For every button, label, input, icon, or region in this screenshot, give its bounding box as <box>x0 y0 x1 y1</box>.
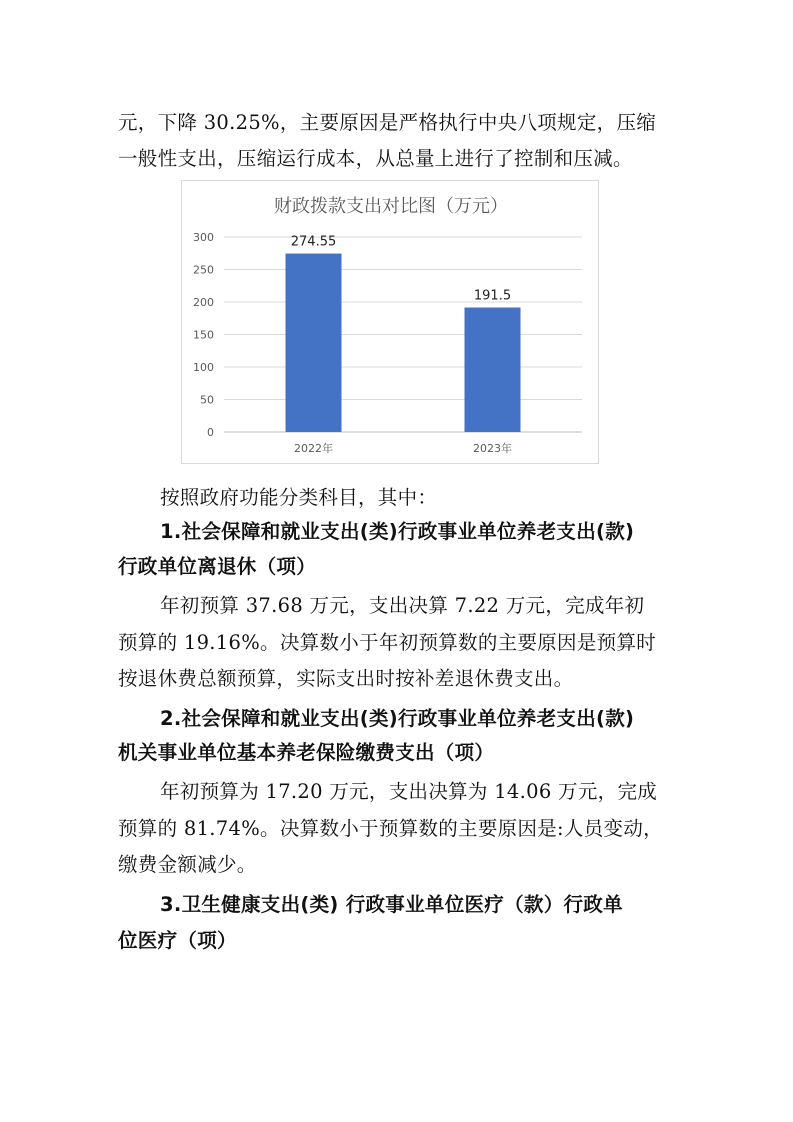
y-tick-label-300: 300 <box>193 231 214 244</box>
heading-3-line-2: 位医疗（项） <box>118 929 237 952</box>
bar-chart <box>181 180 599 464</box>
heading-2-line-2: 机关事业单位基本养老保险缴费支出（项） <box>118 741 495 764</box>
paragraph-4-line-3: 缴费金额减少。 <box>118 853 257 876</box>
heading-1-line-2: 行政单位离退休（项） <box>118 555 317 578</box>
heading-2-line-1: 2.社会保障和就业支出(类)行政事业单位养老支出(款) <box>160 707 635 730</box>
paragraph-3-line-2: 预算的 19.16%。决算数小于年初预算数的主要原因是预算时 <box>118 631 657 654</box>
y-tick-label-150: 150 <box>193 328 214 342</box>
paragraph-4-line-2: 预算的 81.74%。决算数小于预算数的主要原因是:人员变动， <box>118 817 663 840</box>
y-tick-label-200: 200 <box>193 296 214 309</box>
heading-3-line-1: 3.卫生健康支出(类) 行政事业单位医疗（款）行政单 <box>160 893 623 916</box>
data-label-2023年: 191.5 <box>473 288 512 304</box>
bar-chart-svg <box>182 181 600 465</box>
bar-2023年 <box>465 308 521 432</box>
y-tick-label-250: 250 <box>193 263 214 277</box>
paragraph-3-line-3: 按退休费总额预算，实际支出时按补差退休费支出。 <box>118 667 574 690</box>
data-label-2022年: 274.55 <box>290 234 337 250</box>
paragraph-1-line-2: 一般性支出，压缩运行成本，从总量上进行了控制和压减。 <box>118 147 633 170</box>
heading-1-line-1: 1.社会保障和就业支出(类)行政事业单位养老支出(款) <box>160 520 635 543</box>
y-tick-label-50: 50 <box>200 393 214 407</box>
paragraph-1-line-1: 元，下降 30.25%，主要原因是严格执行中央八项规定，压缩 <box>118 111 657 134</box>
chart-title: 财政拨款支出对比图（万元） <box>274 196 508 217</box>
y-tick-label-0: 0 <box>207 426 214 439</box>
paragraph-2: 按照政府功能分类科目，其中： <box>160 486 438 509</box>
x-tick-label-2023年: 2023年 <box>473 442 512 455</box>
paragraph-3-line-1: 年初预算 37.68 万元，支出决算 7.22 万元，完成年初 <box>160 594 645 617</box>
y-tick-label-100: 100 <box>193 361 214 374</box>
bar-2022年 <box>286 254 342 432</box>
paragraph-4-line-1: 年初预算为 17.20 万元，支出决算为 14.06 万元，完成 <box>160 780 658 803</box>
x-tick-label-2022年: 2022年 <box>294 442 333 455</box>
